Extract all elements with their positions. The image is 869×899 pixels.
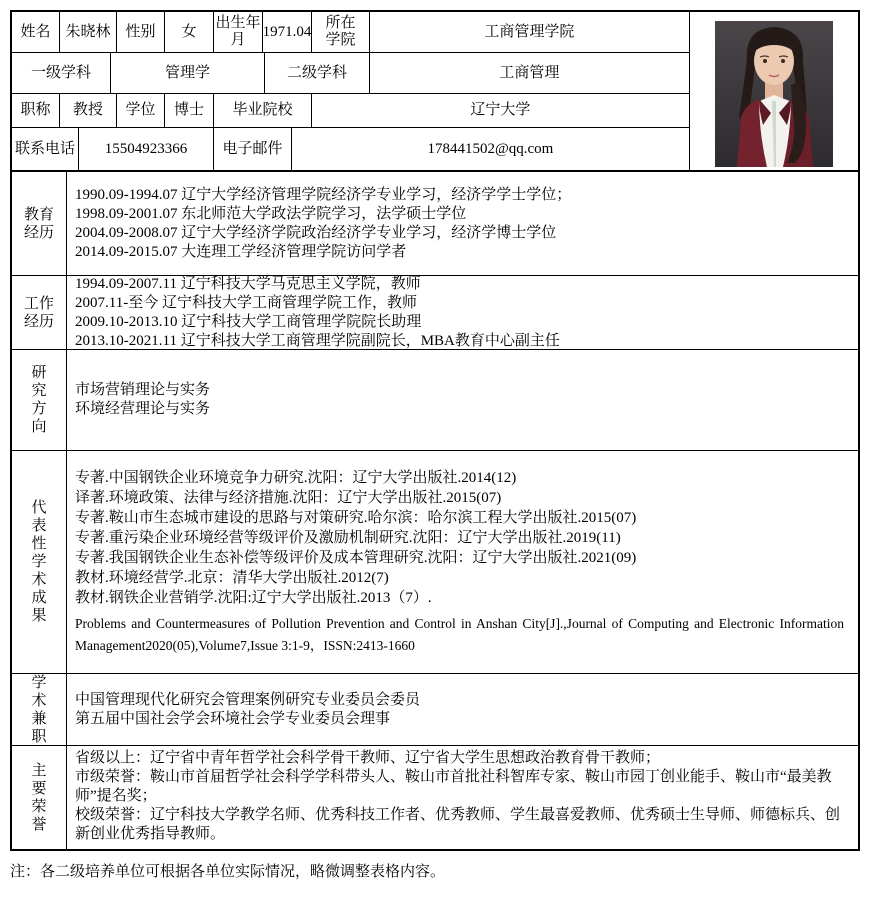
achievement-english-line: Problems and Countermeasures of Pollution Prevention and Control in Anshan City[J].,Journal of Computing and Electronic Information Management2020(05),Volume7,Issue 3:1-9，ISSN:2413-1660 bbox=[75, 615, 844, 653]
name-label: 姓名 bbox=[12, 12, 60, 52]
school-value: 辽宁大学 bbox=[470, 102, 531, 118]
email-value: 178441502@qq.com bbox=[427, 140, 554, 157]
honors-line: 校级荣誉：辽宁科技大学教学名师、优秀科技工作者、优秀教师、学生最喜爱教师、优秀硕士生导师、师德标兵、创新创业优秀指导教师。 bbox=[75, 807, 841, 842]
academic-position-line: 中国管理现代化研究会管理案例研究专业委员会委员 bbox=[75, 691, 421, 708]
personal-info-grid bbox=[12, 12, 689, 170]
education-line: 1990.09-1994.07 辽宁大学经济管理学院经济学专业学习，经济学学士学位； bbox=[75, 186, 572, 203]
section-work bbox=[12, 276, 858, 350]
research-content bbox=[67, 350, 858, 450]
honors-label: 主要荣誉 bbox=[12, 746, 67, 849]
education-label: 教育经历 bbox=[12, 172, 67, 275]
achievement-line: 教材.钢铁企业营销学.沈阳:辽宁大学出版社.2013（7）. bbox=[75, 589, 432, 606]
degree-label: 学位 bbox=[117, 94, 165, 127]
section-education bbox=[12, 172, 858, 276]
honors-line: 市级荣誉：鞍山市首届哲学社会科学学科带头人、鞍山市首批社科智库专家、鞍山市园丁创业能手、鞍山市“最美教师”提名奖； bbox=[75, 769, 832, 804]
footer-note: 注：各二级培养单位可根据各单位实际情况，略微调整表格内容。 bbox=[10, 864, 446, 880]
honors-line: 省级以上：辽宁省中青年哲学社会科学骨干教师、辽宁省大学生思想政治教育骨干教师； bbox=[75, 750, 661, 766]
left-eye bbox=[763, 59, 767, 63]
achievement-line: 译著.环境政策、法律与经济措施.沈阳：辽宁大学出版社.2015(07) bbox=[75, 489, 502, 506]
work-line: 1994.09-2007.11 辽宁科技大学马克思主义学院，教师 bbox=[75, 275, 421, 292]
discipline1-value: 管理学 bbox=[111, 53, 265, 93]
name-value: 朱晓林 bbox=[60, 12, 117, 52]
title-value: 教授 bbox=[60, 94, 117, 127]
education-line: 2014.09-2015.07 大连理工学经济管理学院访问学者 bbox=[75, 243, 407, 260]
college-label: 所在学院 bbox=[312, 12, 370, 52]
honors-content bbox=[67, 746, 858, 849]
degree-value: 博士 bbox=[165, 94, 214, 127]
email-label: 电子邮件 bbox=[214, 128, 292, 170]
achievements-label: 代表性学术成果 bbox=[12, 451, 67, 673]
discipline1-label: 一级学科 bbox=[12, 53, 111, 93]
photo-cell bbox=[689, 12, 858, 170]
research-line: 环境经营理论与实务 bbox=[75, 401, 211, 417]
birth-value: 1971.04 bbox=[263, 12, 312, 52]
title-label: 职称 bbox=[12, 94, 60, 127]
gender-value: 女 bbox=[165, 12, 214, 52]
work-content bbox=[67, 276, 858, 349]
achievement-line: 专著.鞍山市生态城市建设的思路与对策研究.哈尔滨：哈尔滨工程大学出版社.2015(07) bbox=[75, 509, 637, 526]
achievement-line: 专著.我国钢铁企业生态补偿等级评价及成本管理研究.沈阳：辽宁大学出版社.2021(09) bbox=[75, 549, 637, 566]
section-academic-positions bbox=[12, 674, 858, 746]
work-line: 2013.10-2021.11 辽宁科技大学工商管理学院副院长，MBA教育中心副主任 bbox=[75, 332, 560, 349]
discipline2-label: 二级学科 bbox=[265, 53, 370, 93]
phone-value: 15504923366 bbox=[79, 128, 214, 170]
row-name-gender-birth-college bbox=[12, 12, 689, 53]
faculty-profile-table bbox=[10, 10, 860, 851]
phone-label: 联系电话 bbox=[12, 128, 79, 170]
row-title-degree-school bbox=[12, 94, 689, 128]
section-honors bbox=[12, 746, 858, 849]
portrait-photo bbox=[715, 21, 833, 167]
achievements-content bbox=[67, 451, 858, 673]
education-line: 1998.09-2001.07 东北师范大学政法学院学习，法学硕士学位 bbox=[75, 205, 467, 222]
work-line: 2009.10-2013.10 辽宁科技大学工商管理学院院长助理 bbox=[75, 313, 422, 330]
college-value: 工商管理学院 bbox=[484, 23, 575, 40]
academic-position-line: 第五届中国社会学会环境社会学专业委员会理事 bbox=[75, 710, 391, 727]
section-research bbox=[12, 350, 858, 451]
row-contact bbox=[12, 128, 689, 170]
achievement-line: 专著.中国钢铁企业环境竞争力研究.沈阳：辽宁大学出版社.2014(12) bbox=[75, 469, 517, 486]
birth-label: 出生年月 bbox=[214, 12, 263, 52]
discipline2-value: 工商管理 bbox=[499, 64, 560, 81]
research-label: 研究方向 bbox=[12, 350, 67, 450]
personal-info-section bbox=[12, 12, 858, 172]
education-content bbox=[67, 172, 858, 275]
right-eye bbox=[781, 59, 785, 63]
gender-label: 性别 bbox=[117, 12, 165, 52]
row-disciplines bbox=[12, 53, 689, 94]
education-line: 2004.09-2008.07 辽宁大学经济学院政治经济学专业学习，经济学博士学位 bbox=[75, 224, 557, 241]
achievement-line: 教材.环境经营学.北京：清华大学出版社.2012(7) bbox=[75, 569, 389, 586]
work-label: 工作经历 bbox=[12, 276, 67, 349]
section-achievements bbox=[12, 451, 858, 674]
academic-positions-label: 学术兼职 bbox=[12, 674, 67, 745]
achievement-line: 专著.重污染企业环境经营等级评价及激励机制研究.沈阳：辽宁大学出版社.2019(11) bbox=[75, 529, 621, 546]
school-label: 毕业院校 bbox=[214, 94, 312, 127]
work-line: 2007.11-至今 辽宁科技大学工商管理学院工作，教师 bbox=[75, 294, 417, 311]
research-line: 市场营销理论与实务 bbox=[75, 382, 211, 398]
academic-positions-content bbox=[67, 674, 858, 745]
